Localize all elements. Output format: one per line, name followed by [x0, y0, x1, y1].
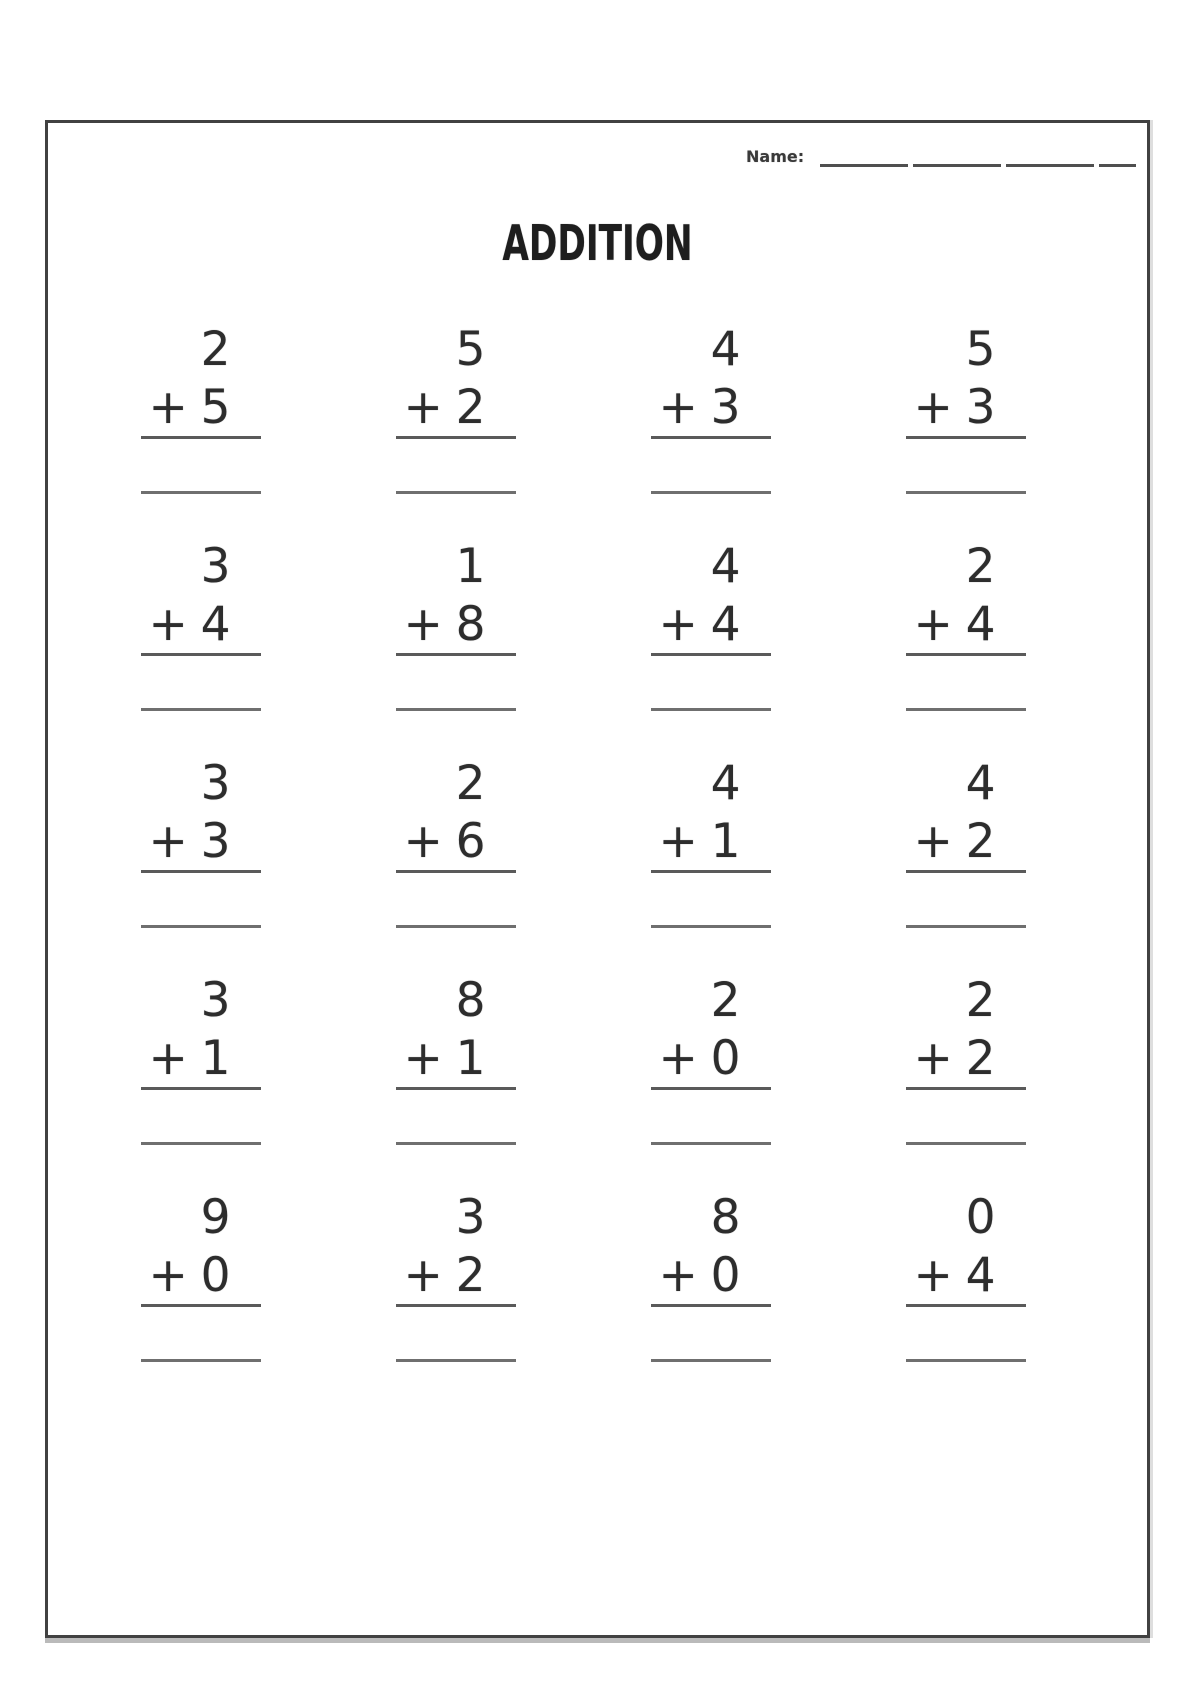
- answer-write-line[interactable]: [396, 1359, 516, 1362]
- addend-row-with-sum-line: [906, 1031, 1026, 1090]
- top-number: 2: [200, 322, 231, 377]
- problem-cell: [396, 320, 516, 537]
- top-number: 2: [965, 539, 996, 594]
- addend-number: 6: [455, 814, 486, 869]
- problem-cell: [396, 971, 516, 1188]
- problem-cell: [906, 1188, 1026, 1405]
- plus-sign: +: [148, 597, 188, 652]
- top-number: 0: [965, 1190, 996, 1245]
- problem-cell: [396, 1188, 516, 1405]
- addend-number: 0: [710, 1031, 741, 1086]
- addend-number: 2: [965, 814, 996, 869]
- top-number: 3: [200, 756, 231, 811]
- top-number: 4: [965, 756, 996, 811]
- plus-sign: +: [148, 1031, 188, 1086]
- addend-number: 4: [200, 597, 231, 652]
- addend-row-with-sum-line: [396, 814, 516, 873]
- plus-sign: +: [403, 1248, 443, 1303]
- answer-write-line[interactable]: [396, 1142, 516, 1145]
- addend-number: 5: [200, 380, 231, 435]
- addend-row-with-sum-line: [906, 814, 1026, 873]
- problem-cell: [141, 1188, 261, 1405]
- plus-sign: +: [148, 380, 188, 435]
- answer-write-line[interactable]: [906, 925, 1026, 928]
- top-number: 3: [455, 1190, 486, 1245]
- answer-write-line[interactable]: [651, 1142, 771, 1145]
- top-number: 1: [455, 539, 486, 594]
- problem-cell: [651, 1188, 771, 1405]
- plus-sign: +: [148, 1248, 188, 1303]
- top-number: 8: [455, 973, 486, 1028]
- top-number: 9: [200, 1190, 231, 1245]
- answer-write-line[interactable]: [906, 1142, 1026, 1145]
- addend-number: 2: [455, 380, 486, 435]
- plus-sign: +: [403, 814, 443, 869]
- addend-row-with-sum-line: [141, 1031, 261, 1090]
- addend-row-with-sum-line: [651, 597, 771, 656]
- addend-number: 1: [455, 1031, 486, 1086]
- plus-sign: +: [658, 1031, 698, 1086]
- problem-cell: [141, 971, 261, 1188]
- answer-write-line[interactable]: [396, 925, 516, 928]
- problem-cell: [396, 537, 516, 754]
- addend-number: 3: [965, 380, 996, 435]
- top-number: 2: [455, 756, 486, 811]
- addend-row-with-sum-line: [141, 814, 261, 873]
- addend-number: 0: [200, 1248, 231, 1303]
- addend-number: 3: [710, 380, 741, 435]
- worksheet-title: ADDITION: [502, 215, 693, 272]
- addend-row-with-sum-line: [906, 1248, 1026, 1307]
- addend-row-with-sum-line: [651, 380, 771, 439]
- addend-row-with-sum-line: [396, 380, 516, 439]
- answer-write-line[interactable]: [906, 491, 1026, 494]
- addend-row-with-sum-line: [651, 1248, 771, 1307]
- problem-cell: [651, 320, 771, 537]
- plus-sign: +: [658, 597, 698, 652]
- addend-number: 1: [200, 1031, 231, 1086]
- addend-row-with-sum-line: [141, 1248, 261, 1307]
- plus-sign: +: [913, 380, 953, 435]
- addend-row-with-sum-line: [906, 380, 1026, 439]
- addend-number: 8: [455, 597, 486, 652]
- addend-row-with-sum-line: [396, 1031, 516, 1090]
- answer-write-line[interactable]: [651, 1359, 771, 1362]
- answer-write-line[interactable]: [396, 708, 516, 711]
- problem-cell: [396, 754, 516, 971]
- plus-sign: +: [403, 380, 443, 435]
- plus-sign: +: [148, 814, 188, 869]
- top-number: 3: [200, 973, 231, 1028]
- addend-number: 4: [710, 597, 741, 652]
- answer-write-line[interactable]: [141, 1359, 261, 1362]
- plus-sign: +: [913, 1248, 953, 1303]
- addend-row-with-sum-line: [141, 380, 261, 439]
- addend-row-with-sum-line: [141, 597, 261, 656]
- plus-sign: +: [913, 597, 953, 652]
- plus-sign: +: [403, 1031, 443, 1086]
- top-number: 3: [200, 539, 231, 594]
- addend-row-with-sum-line: [906, 597, 1026, 656]
- answer-write-line[interactable]: [396, 491, 516, 494]
- answer-write-line[interactable]: [651, 491, 771, 494]
- plus-sign: +: [913, 814, 953, 869]
- problem-cell: [141, 537, 261, 754]
- answer-write-line[interactable]: [141, 1142, 261, 1145]
- answer-write-line[interactable]: [651, 708, 771, 711]
- name-row: [746, 145, 1136, 169]
- plus-sign: +: [403, 597, 443, 652]
- addend-number: 4: [965, 597, 996, 652]
- name-label: Name:: [746, 147, 805, 166]
- top-number: 4: [710, 322, 741, 377]
- answer-write-line[interactable]: [141, 925, 261, 928]
- top-number: 4: [710, 539, 741, 594]
- top-number: 2: [965, 973, 996, 1028]
- top-number: 4: [710, 756, 741, 811]
- answer-write-line[interactable]: [906, 1359, 1026, 1362]
- answer-write-line[interactable]: [906, 708, 1026, 711]
- problems-grid: [73, 320, 1093, 1405]
- problem-cell: [906, 754, 1026, 971]
- addend-number: 2: [965, 1031, 996, 1086]
- top-number: 2: [710, 973, 741, 1028]
- addend-row-with-sum-line: [651, 1031, 771, 1090]
- top-number: 5: [965, 322, 996, 377]
- addend-number: 3: [200, 814, 231, 869]
- addend-number: 2: [455, 1248, 486, 1303]
- problem-cell: [906, 971, 1026, 1188]
- addend-number: 1: [710, 814, 741, 869]
- addend-row-with-sum-line: [396, 1248, 516, 1307]
- problem-cell: [141, 320, 261, 537]
- name-write-line[interactable]: [820, 147, 1136, 169]
- plus-sign: +: [658, 1248, 698, 1303]
- problem-cell: [141, 754, 261, 971]
- problem-cell: [651, 754, 771, 971]
- problem-cell: [651, 537, 771, 754]
- top-number: 8: [710, 1190, 741, 1245]
- addend-number: 0: [710, 1248, 741, 1303]
- answer-write-line[interactable]: [141, 491, 261, 494]
- problem-cell: [651, 971, 771, 1188]
- addend-row-with-sum-line: [651, 814, 771, 873]
- worksheet-page: [45, 120, 1150, 1638]
- answer-write-line[interactable]: [141, 708, 261, 711]
- plus-sign: +: [658, 380, 698, 435]
- plus-sign: +: [913, 1031, 953, 1086]
- plus-sign: +: [658, 814, 698, 869]
- problem-cell: [906, 320, 1026, 537]
- answer-write-line[interactable]: [651, 925, 771, 928]
- addend-number: 4: [965, 1248, 996, 1303]
- top-number: 5: [455, 322, 486, 377]
- problem-cell: [906, 537, 1026, 754]
- addend-row-with-sum-line: [396, 597, 516, 656]
